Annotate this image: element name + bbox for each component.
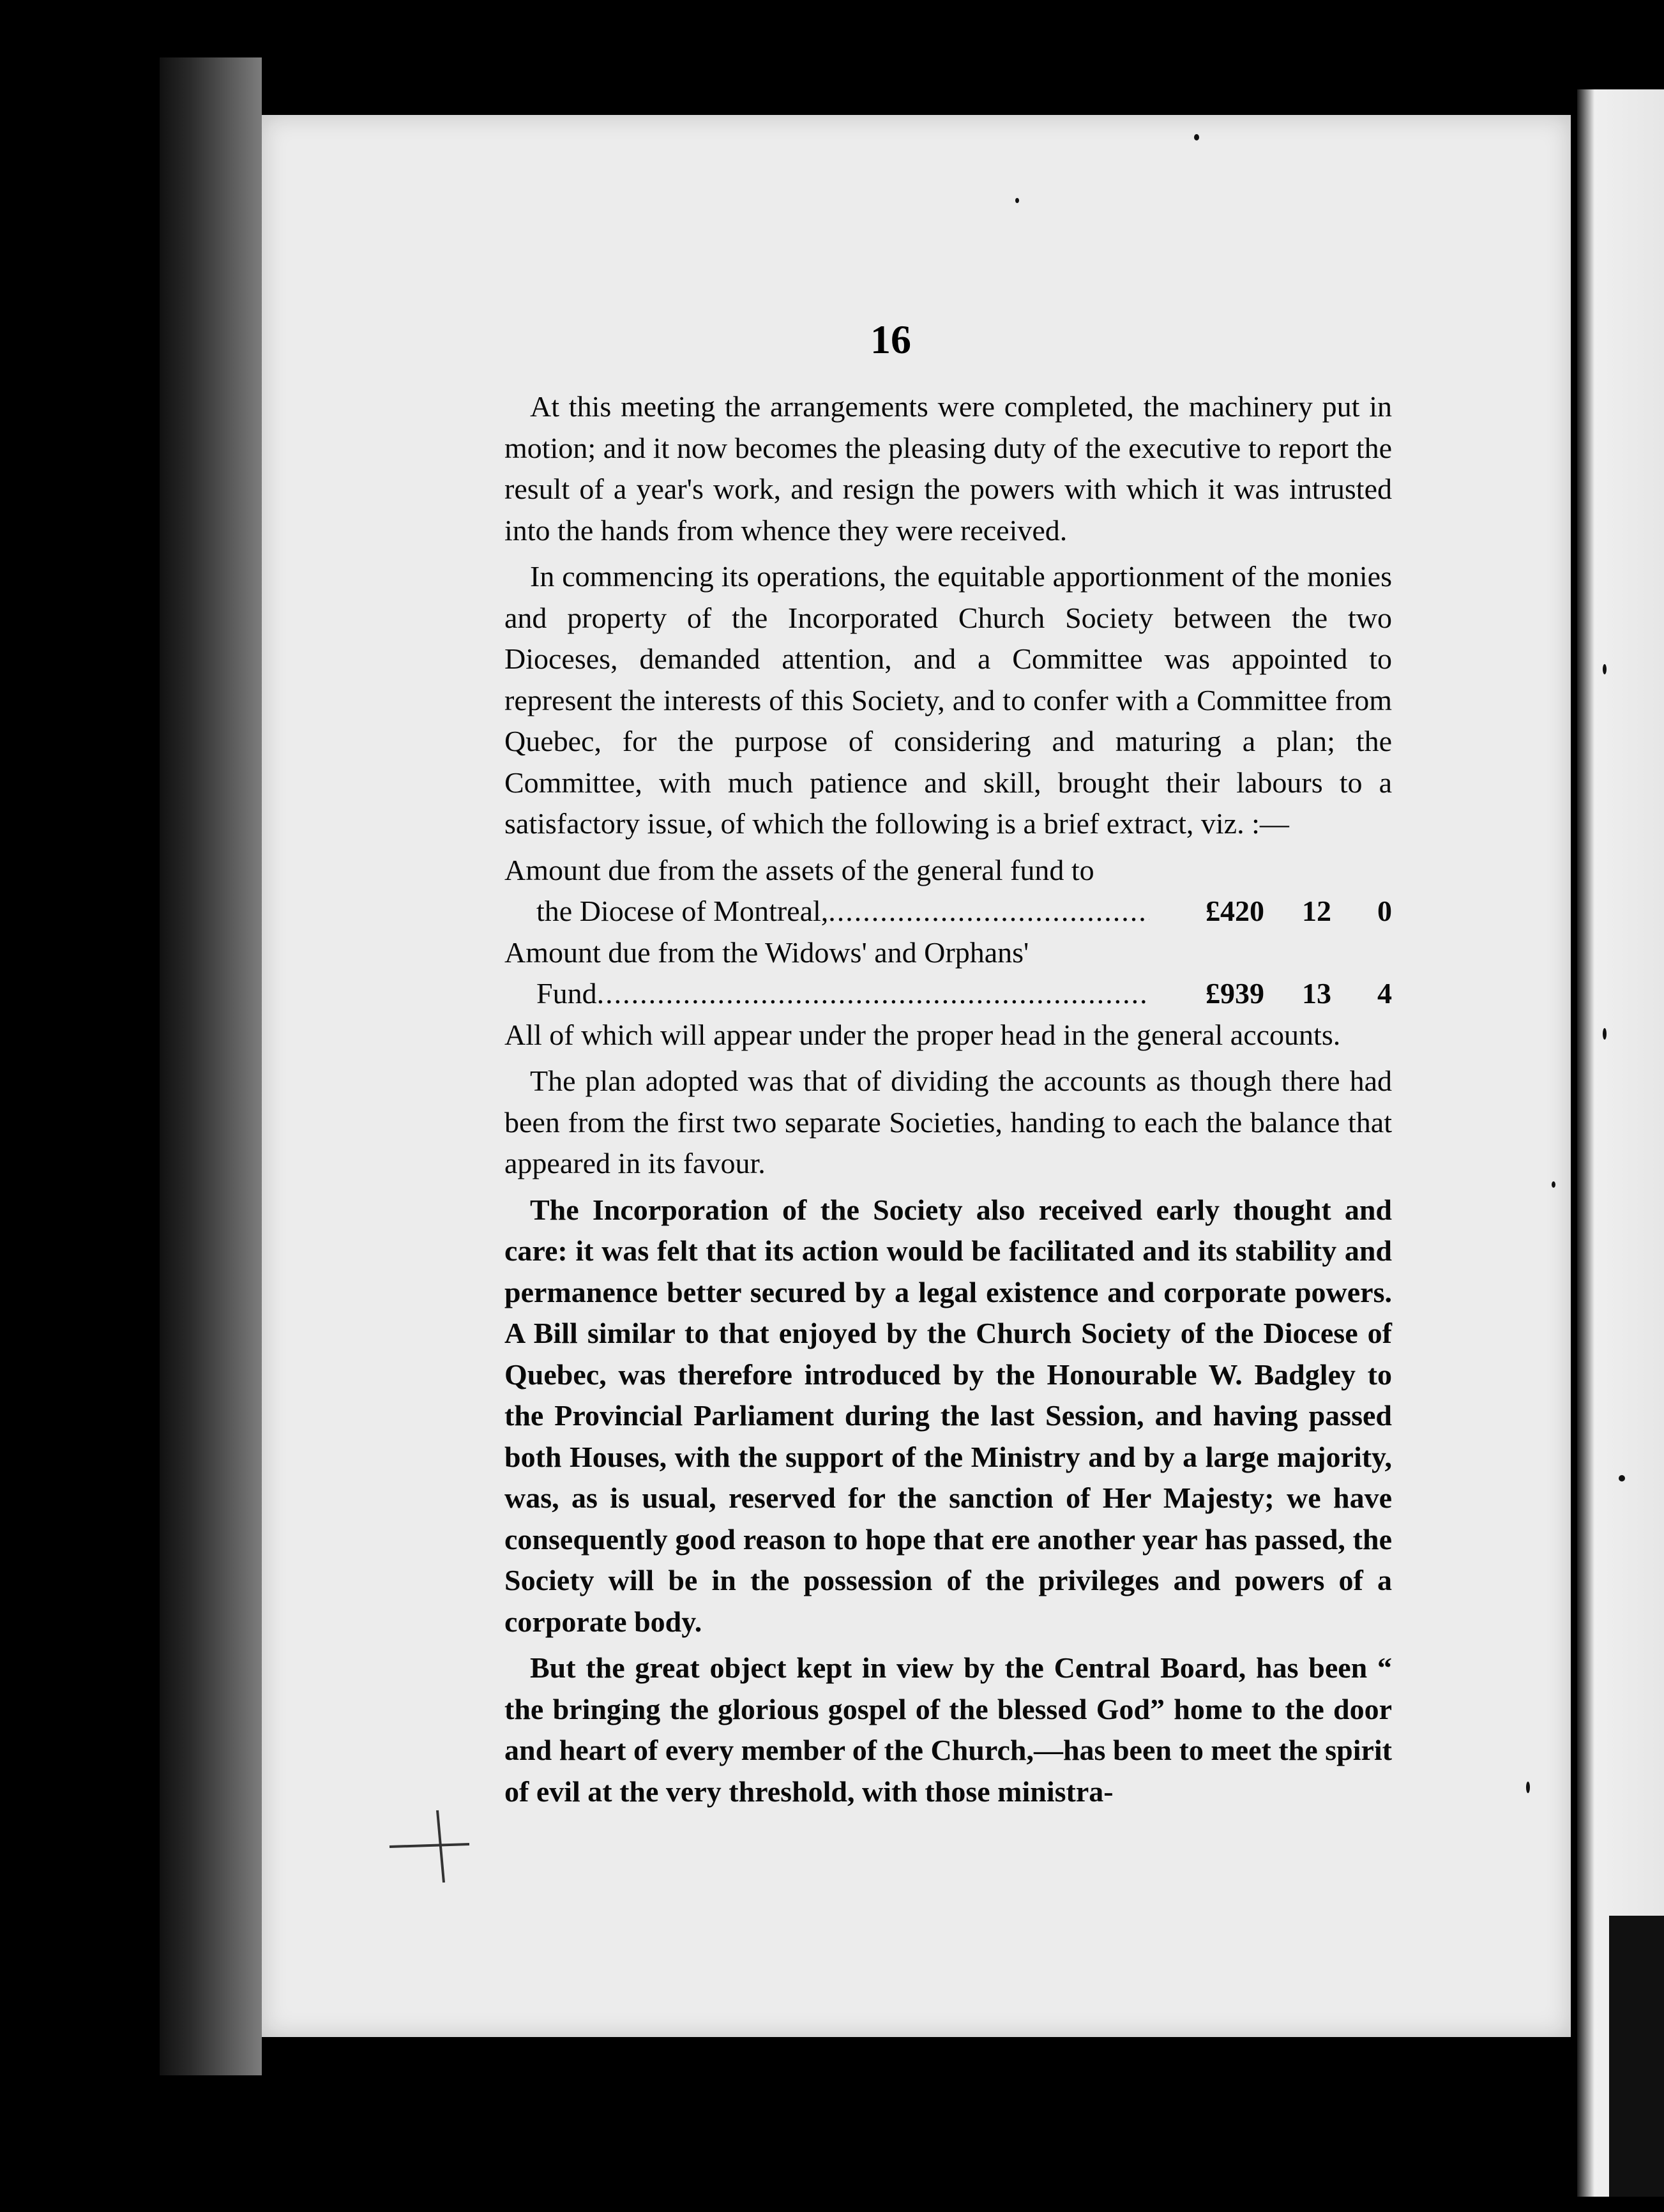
ink-speck [1619, 1475, 1625, 1481]
amount-shillings: 13 [1302, 977, 1331, 1010]
amount-pence: 4 [1377, 977, 1392, 1010]
paragraph-incorporation: The Incorporation of the Society also received early thought and care: it was felt that its action would be facilitated and its stability and permanence better secured by a legal existence and corporate powers. A Bill similar to that enjoyed by the Church Society of the Diocese of Quebec, was therefore introduced by the Honourable W. Badgley to the Provincial Parliament during the last Session, and having passed both Houses, with the support of the Ministry and by a large majority, was, as is usual, reserved for the sanction of Her Majesty; we have consequently good reason to hope that ere another year has passed, the Society will be in the possession of the privileges and powers of a corporate body. [504, 1193, 1392, 1638]
page-number: 16 [870, 317, 911, 362]
book-spine-shadow [160, 57, 262, 2075]
account-entry-general-fund [504, 850, 1392, 932]
body-text [504, 386, 1392, 1817]
amount-pence: 0 [1377, 895, 1392, 927]
ink-speck [1015, 198, 1019, 203]
pencil-cross-mark [383, 1807, 473, 1884]
amount-shillings: 12 [1302, 895, 1331, 927]
dot-leader [597, 973, 1149, 1015]
account-amount [1149, 891, 1392, 932]
dot-leader [828, 891, 1149, 932]
adjacent-page-edge [1577, 89, 1664, 2197]
account-label-continuation: the Diocese of Montreal, [536, 895, 829, 927]
account-label-line: Amount due from the Widows' and Orphans' [504, 936, 1029, 969]
ink-speck [1552, 1181, 1555, 1188]
ink-speck [1194, 134, 1199, 140]
amount-pounds: £420 [1206, 895, 1264, 927]
amount-pounds: £939 [1206, 977, 1264, 1010]
account-label-continuation: Fund [536, 977, 597, 1010]
account-entry-widows-orphans [504, 932, 1392, 1015]
account-label-line: Amount due from the assets of the general fund to [504, 853, 1094, 886]
paragraph-operations: In commencing its operations, the equitable apportionment of the monies and property of the Incorporated Church Society between the two Dioceses, demanded attention, and a Committee was appointed to represent the interests of this Society, and to confer with a Committee from Quebec, for the purpose of considering and maturing a plan; the Committee, with much patience and skill, brought their labours to a satisfactory issue, of which the following is a brief extract, viz. :— [504, 560, 1392, 840]
paragraph-meeting: At this meeting the arrangements were completed, the machinery put in motion; and it now becomes the pleasing duty of the executive to report the result of a year's work, and resign the powers with which it was intrusted into the hands from whence they were received. [504, 390, 1392, 547]
ink-speck [1603, 1028, 1607, 1040]
adjacent-page-shadow [1609, 1916, 1664, 2197]
paragraph-general-accounts: All of which will appear under the proper head in the general accounts. [504, 1018, 1341, 1051]
account-amount [1149, 973, 1392, 1015]
ink-speck [1526, 1782, 1530, 1793]
paragraph-plan-adopted: The plan adopted was that of dividing the accounts as though there had been from the first two separate Societies, handing to each the balance that appeared in its favour. [504, 1064, 1392, 1179]
paragraph-great-object: But the great object kept in view by the Central Board, has been “ the bringing the glorious gospel of the blessed God” home to the door and heart of every member of the Church,—has been to meet the spirit of evil at the very threshold, with those ministra- [504, 1651, 1392, 1808]
ink-speck [1603, 664, 1607, 674]
